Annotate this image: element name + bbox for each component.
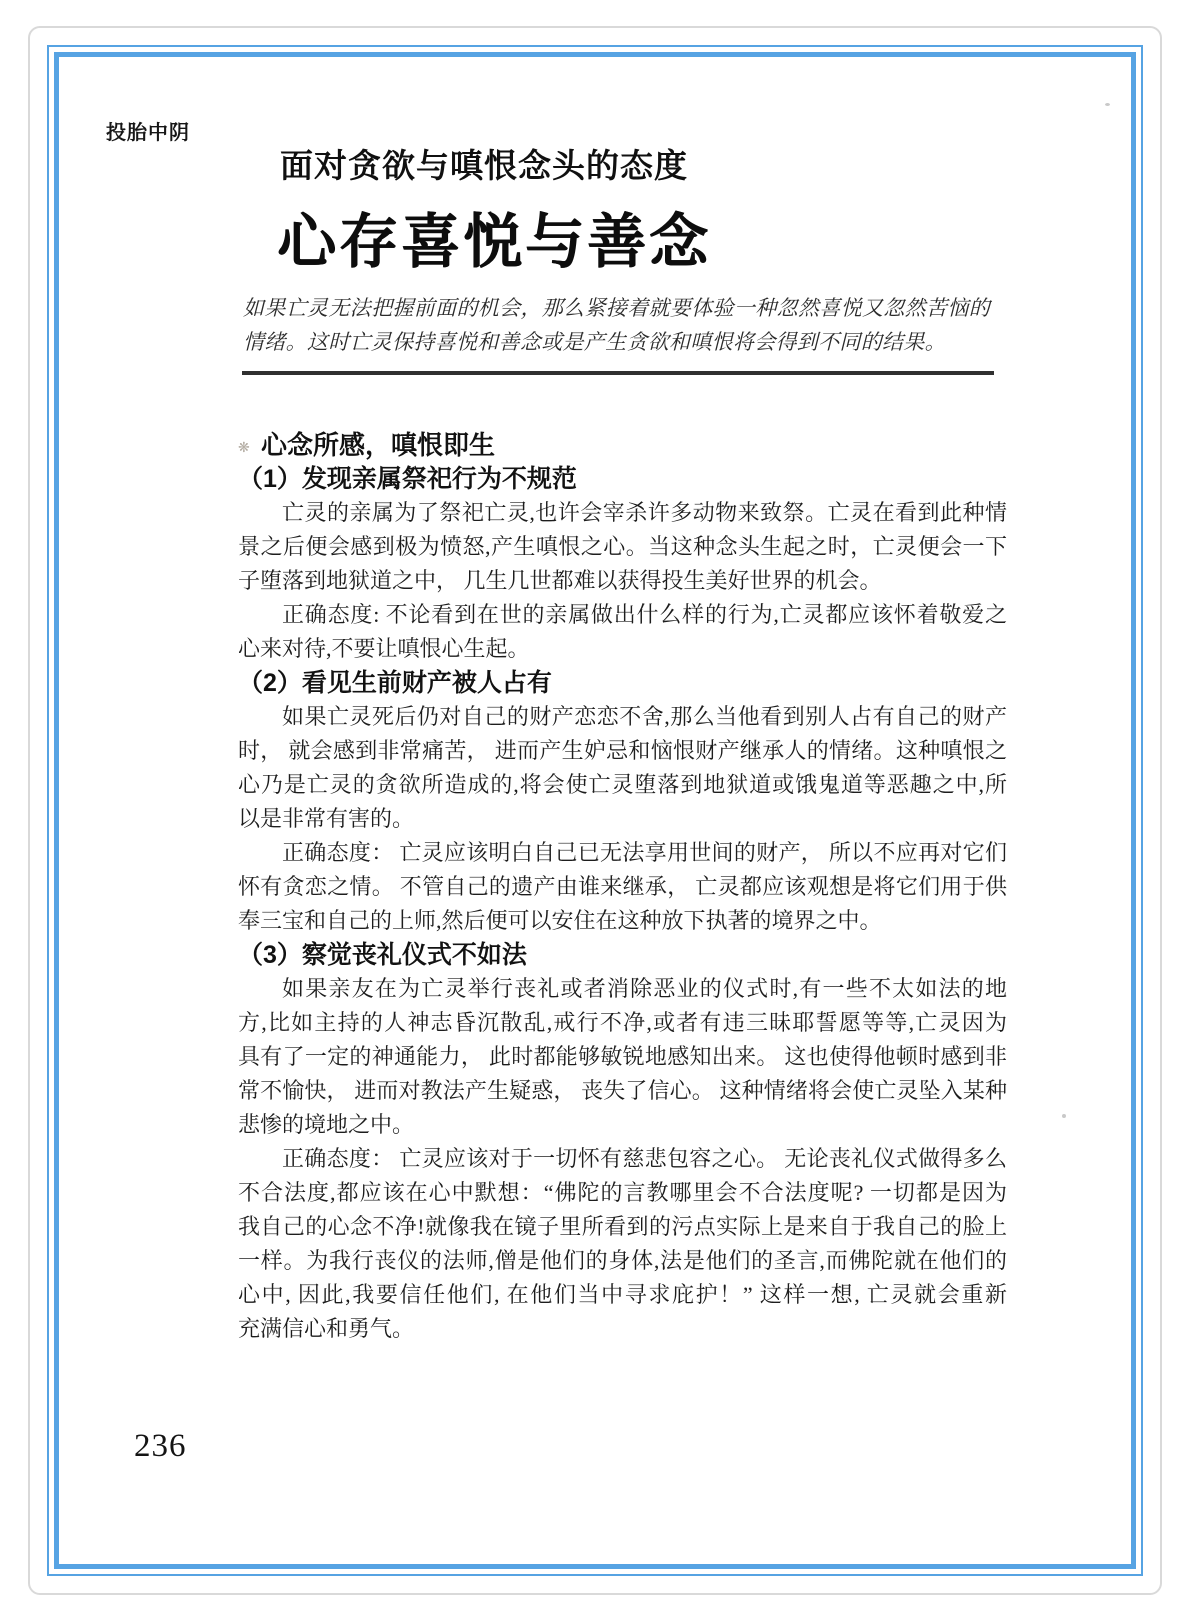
body-line: 不合法度,都应该在心中默想：“佛陀的言教哪里会不合法度呢? 一切都是因为	[238, 1180, 1007, 1205]
body-line: 子堕落到地狱道之中， 几生几世都难以获得投生美好世界的机会。	[238, 568, 882, 593]
body-line: 方,比如主持的人神志昏沉散乱,戒行不净,或者有违三昧耶誓愿等等,亡灵因为	[238, 1010, 1007, 1035]
body-line: 我自己的心念不净!就像我在镜子里所看到的污点实际上是来自于我自己的脸上	[238, 1214, 1007, 1239]
body-line: 正确态度： 亡灵应该明白自己已无法享用世间的财产， 所以不应再对它们	[282, 840, 1007, 865]
margin-label: 投胎中阴	[106, 122, 190, 144]
body-line: 心来对待,不要让嗔恨心生起。	[238, 636, 530, 661]
scan-speck	[1105, 103, 1110, 106]
subsection-heading: （2）看见生前财产被人占有	[238, 669, 552, 697]
body-line: 时， 就会感到非常痛苦， 进而产生妒忌和恼恨财产继承人的情绪。这种嗔恨之	[238, 738, 1007, 763]
body-line: 景之后便会感到极为愤怒,产生嗔恨之心。当这种念头生起之时，亡灵便会一下	[238, 534, 1007, 559]
section-title: 心念所感，嗔恨即生	[261, 430, 496, 460]
body-line: 如果亲友在为亡灵举行丧礼或者消除恶业的仪式时,有一些不太如法的地	[282, 976, 1007, 1001]
body-line: 心中, 因此,我要信任他们, 在他们当中寻求庇护！” 这样一想, 亡灵就会重新	[238, 1282, 1007, 1307]
subsection-heading: （1）发现亲属祭祀行为不规范	[238, 465, 577, 493]
body-line: 以是非常有害的。	[238, 806, 415, 831]
body-line: 正确态度： 亡灵应该对于一切怀有慈悲包容之心。 无论丧礼仪式做得多么	[282, 1146, 1007, 1171]
section-title-row	[238, 428, 1007, 462]
body-line: 悲惨的境地之中。	[238, 1112, 415, 1137]
body-line: 亡灵的亲属为了祭祀亡灵,也许会宰杀许多动物来致祭。亡灵在看到此种情	[282, 500, 1007, 525]
chapter-subtitle: 面对贪欲与嗔恨念头的态度	[280, 147, 688, 184]
body-line: 常不愉快， 进而对教法产生疑惑， 丧失了信心。 这种情绪将会使亡灵坠入某种	[238, 1078, 1007, 1103]
scan-speck	[1062, 1114, 1066, 1118]
subsection-heading: （3）察觉丧礼仪式不如法	[238, 941, 527, 969]
body-line: 具有了一定的神通能力， 此时都能够敏锐地感知出来。 这也使得他顿时感到非	[238, 1044, 1007, 1069]
intro-line: 情绪。这时亡灵保持喜悦和善念或是产生贪欲和嗔恨将会得到不同的结果。	[243, 330, 946, 354]
chapter-title: 心存喜悦与善念	[277, 207, 712, 276]
body-line: 心乃是亡灵的贪欲所造成的,将会使亡灵堕落到地狱道或饿鬼道等恶趣之中,所	[238, 772, 1007, 797]
body-line: 充满信心和勇气。	[238, 1316, 415, 1341]
body-line: 一样。为我行丧仪的法师,僧是他们的身体,法是他们的圣言,而佛陀就在他们的	[238, 1248, 1007, 1273]
intro-line: 如果亡灵无法把握前面的机会，那么紧接着就要体验一种忽然喜悦又忽然苦恼的	[243, 296, 990, 320]
section-divider	[242, 371, 994, 375]
body-line: 如果亡灵死后仍对自己的财产恋恋不舍,那么当他看到别人占有自己的财产	[282, 704, 1007, 729]
body-line: 奉三宝和自己的上师,然后便可以安住在这种放下执著的境界之中。	[238, 908, 882, 933]
body-line: 怀有贪恋之情。 不管自己的遗产由谁来继承， 亡灵都应该观想是将它们用于供	[238, 874, 1007, 899]
intro-paragraph	[243, 291, 990, 359]
content-body	[238, 428, 1007, 1346]
section-marker-icon: ❋	[238, 439, 250, 455]
body-line: 正确态度: 不论看到在世的亲属做出什么样的行为,亡灵都应该怀着敬爱之	[282, 602, 1007, 627]
page-number: 236	[134, 1428, 187, 1464]
